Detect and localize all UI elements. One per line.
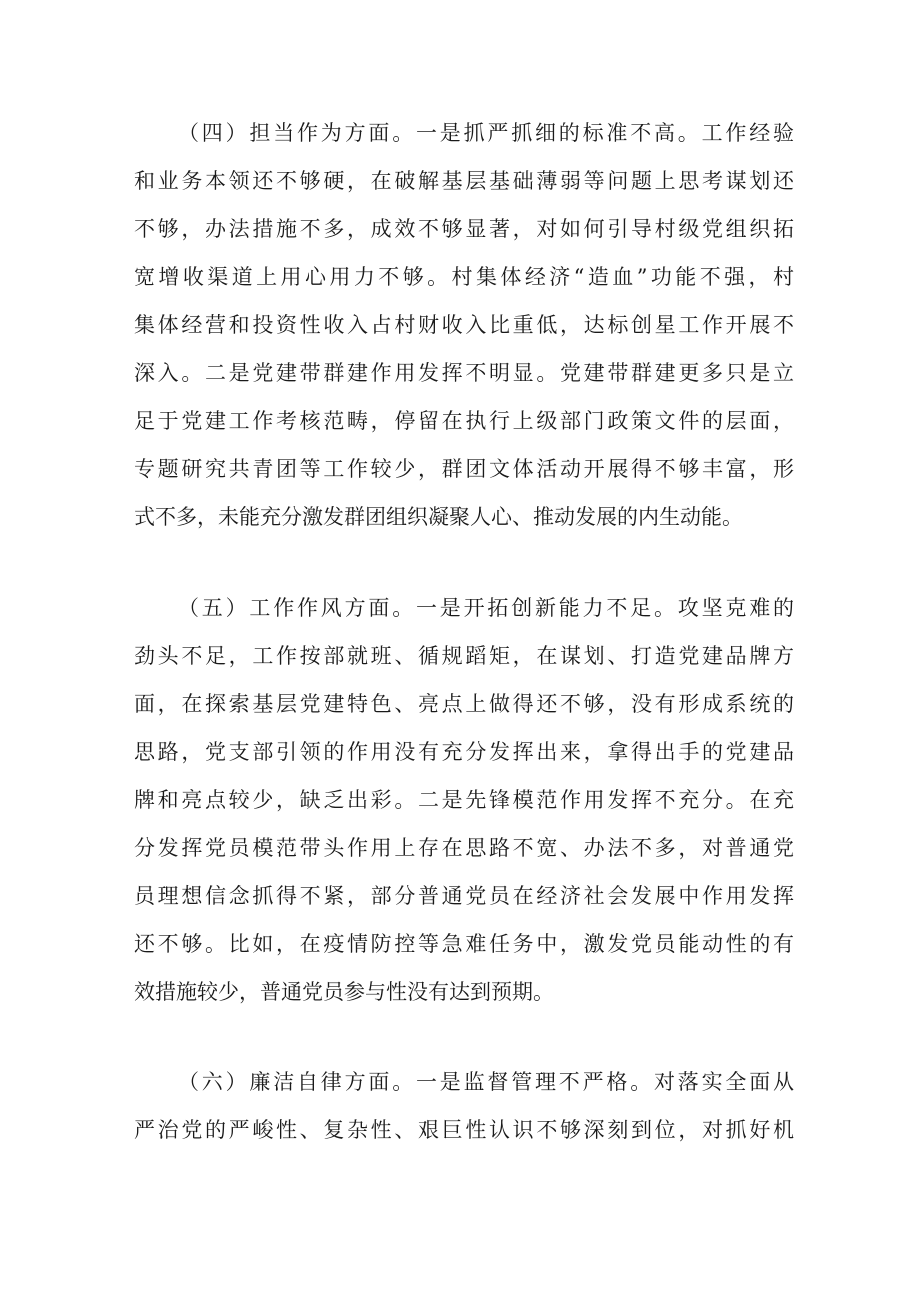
text-line: 员理想信念抓得不紧，部分普通党员在经济社会发展中作用发挥 bbox=[134, 884, 794, 908]
text-line: 式不多，未能充分激发群团组织凝聚人心、推动发展的内生动能。 bbox=[134, 505, 743, 529]
text-line: （四）担当作为方面。一是抓严抓细的标准不高。工作经验 bbox=[178, 121, 794, 145]
text-line: 不够，办法措施不多，成效不够显著，对如何引导村级党组织拓 bbox=[134, 217, 794, 241]
text-line: 专题研究共青团等工作较少，群团文体活动开展得不够丰富，形 bbox=[134, 457, 794, 481]
text-line: 足于党建工作考核范畴，停留在执行上级部门政策文件的层面， bbox=[134, 409, 794, 433]
paragraph-5-work-style bbox=[134, 584, 794, 1016]
text-line: 牌和亮点较少，缺乏出彩。二是先锋模范作用发挥不充分。在充 bbox=[134, 788, 794, 812]
text-line: （五）工作作风方面。一是开拓创新能力不足。攻坚克难的 bbox=[178, 596, 794, 620]
text-line: 深入。二是党建带群建作用发挥不明显。党建带群建更多只是立 bbox=[134, 361, 794, 385]
text-line: 劲头不足，工作按部就班、循规蹈矩，在谋划、打造党建品牌方 bbox=[134, 644, 794, 668]
text-line: 集体经营和投资性收入占村财收入比重低，达标创星工作开展不 bbox=[134, 313, 794, 337]
text-line: 和业务本领还不够硬，在破解基层基础薄弱等问题上思考谋划还 bbox=[134, 169, 794, 193]
text-line: 还不够。比如，在疫情防控等急难任务中，激发党员能动性的有 bbox=[134, 932, 794, 956]
text-line: 分发挥党员模范带头作用上存在思路不宽、办法不多，对普通党 bbox=[134, 836, 794, 860]
text-line: 效措施较少，普通党员参与性没有达到预期。 bbox=[134, 980, 554, 1004]
text-line: 宽增收渠道上用心用力不够。村集体经济“造血”功能不强，村 bbox=[134, 265, 794, 289]
paragraph-4-integrity-and-action bbox=[134, 109, 794, 541]
text-line: 思路，党支部引领的作用没有充分发挥出来，拿得出手的党建品 bbox=[134, 740, 794, 764]
text-line: 面，在探索基层党建特色、亮点上做得还不够，没有形成系统的 bbox=[134, 692, 794, 716]
text-line: （六）廉洁自律方面。一是监督管理不严格。对落实全面从 bbox=[178, 1070, 794, 1094]
text-line: 严治党的严峻性、复杂性、艰巨性认识不够深刻到位，对抓好机 bbox=[134, 1118, 794, 1142]
paragraph-6-clean-self-discipline bbox=[134, 1058, 794, 1154]
